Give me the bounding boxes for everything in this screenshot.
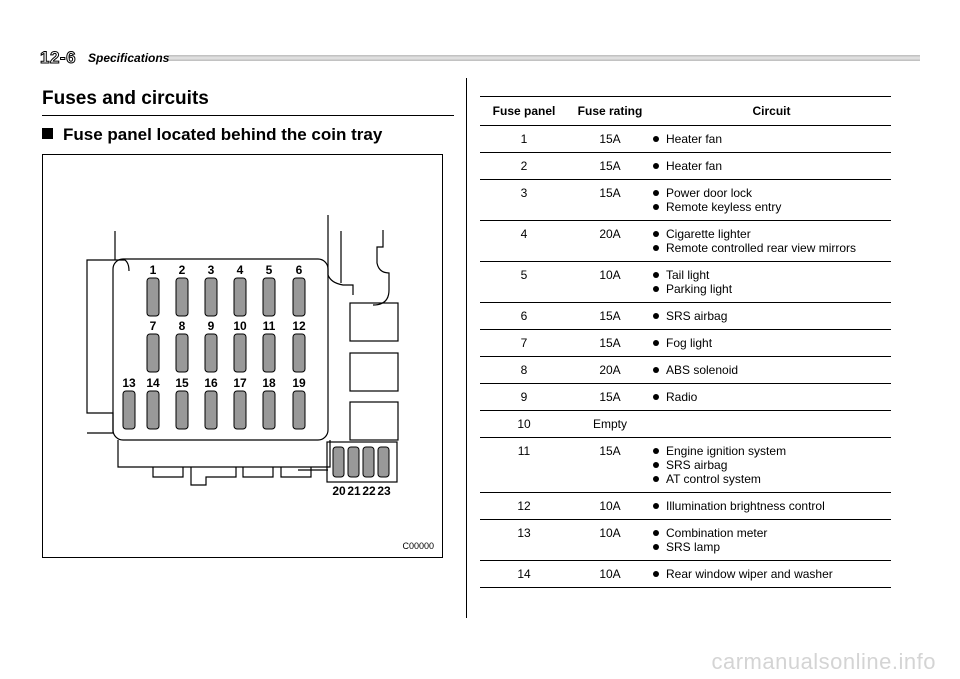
- circuit-list: [652, 438, 891, 493]
- fuse-label: 20: [332, 484, 346, 498]
- column-divider: [466, 78, 467, 618]
- fuse-label: 8: [178, 319, 186, 333]
- fuse-panel-number: 12: [480, 493, 568, 520]
- fuse-panel-number: 2: [480, 153, 568, 180]
- circuit-item: [652, 499, 891, 513]
- fuse-rating: 20A: [568, 221, 652, 262]
- fuse-rating: 10A: [568, 262, 652, 303]
- bullet-icon: [653, 231, 659, 237]
- figure-code: C00000: [402, 541, 434, 551]
- bullet-icon: [653, 544, 659, 550]
- header-fuse-panel: Fuse panel: [480, 97, 568, 126]
- bullet-icon: [653, 190, 659, 196]
- circuit-item: [652, 390, 891, 404]
- fuse-panel-drawing: [43, 155, 444, 559]
- table-row: [480, 520, 891, 561]
- table-row: [480, 384, 891, 411]
- fuse-label: 7: [149, 319, 157, 333]
- fuse-label: 1: [149, 263, 157, 277]
- fuse-label: 13: [122, 376, 136, 390]
- heading-rule: [42, 115, 454, 116]
- circuit-text: Fog light: [666, 336, 713, 350]
- fuse-rating: 10A: [568, 493, 652, 520]
- fuse-label: 17: [233, 376, 247, 390]
- page-number: 12-6: [40, 48, 77, 67]
- circuit-list: [652, 561, 891, 588]
- subheading: [42, 125, 382, 145]
- circuit-list: [652, 126, 891, 153]
- circuit-item: [652, 526, 891, 540]
- circuit-item: [652, 567, 891, 581]
- bullet-icon: [653, 204, 659, 210]
- circuit-text: SRS airbag: [666, 458, 728, 472]
- bullet-icon: [653, 503, 659, 509]
- page-header: [40, 48, 920, 66]
- circuit-item: [652, 458, 891, 472]
- fuse-label: 10: [233, 319, 247, 333]
- section-title: Specifications: [88, 51, 170, 65]
- circuit-text: AT control system: [666, 472, 761, 486]
- table-row: [480, 357, 891, 384]
- circuit-text: Remote keyless entry: [666, 200, 782, 214]
- header-circuit: Circuit: [652, 97, 891, 126]
- circuit-item: [652, 268, 891, 282]
- fuse-label: 19: [292, 376, 306, 390]
- fuse-label: 15: [175, 376, 189, 390]
- circuit-item: [652, 241, 891, 255]
- fuse-label: 22: [362, 484, 376, 498]
- fuse-label: 4: [236, 263, 244, 277]
- circuit-item: [652, 282, 891, 296]
- bullet-icon: [653, 530, 659, 536]
- circuit-item: [652, 444, 891, 458]
- circuit-list: [652, 411, 891, 438]
- fuse-label: 12: [292, 319, 306, 333]
- bullet-icon: [653, 476, 659, 482]
- bullet-icon: [653, 286, 659, 292]
- circuit-list: [652, 357, 891, 384]
- circuit-list: [652, 153, 891, 180]
- subheading-text: Fuse panel located behind the coin tray: [63, 125, 383, 144]
- circuit-item: [652, 336, 891, 350]
- fuse-panel-number: 11: [480, 438, 568, 493]
- fuse-panel-diagram: [42, 154, 443, 558]
- circuit-text: Parking light: [666, 282, 733, 296]
- circuit-text: Cigarette lighter: [666, 227, 751, 241]
- fuse-label: 14: [146, 376, 160, 390]
- circuit-text: Power door lock: [666, 186, 753, 200]
- circuit-item: [652, 309, 891, 323]
- circuit-text: Remote controlled rear view mirrors: [666, 241, 857, 255]
- bullet-icon: [653, 448, 659, 454]
- table-row: [480, 303, 891, 330]
- table-row: [480, 262, 891, 303]
- fuse-rating: 15A: [568, 438, 652, 493]
- circuit-text: Illumination brightness control: [666, 499, 825, 513]
- circuit-list: [652, 493, 891, 520]
- bullet-icon: [653, 313, 659, 319]
- circuit-item: [652, 186, 891, 200]
- header-fuse-rating: Fuse rating: [568, 97, 652, 126]
- fuse-label: 2: [178, 263, 186, 277]
- circuit-text: Heater fan: [666, 132, 723, 146]
- circuit-text: Heater fan: [666, 159, 723, 173]
- fuse-panel-number: 6: [480, 303, 568, 330]
- fuse-panel-number: 3: [480, 180, 568, 221]
- circuit-item: [652, 472, 891, 486]
- bullet-icon: [653, 367, 659, 373]
- circuit-list: [652, 180, 891, 221]
- fuse-rating: 15A: [568, 330, 652, 357]
- circuit-list: [652, 221, 891, 262]
- fuse-rating: 15A: [568, 126, 652, 153]
- circuit-item: [652, 363, 891, 377]
- fuse-panel-number: 13: [480, 520, 568, 561]
- bullet-icon: [653, 394, 659, 400]
- circuit-item: [652, 200, 891, 214]
- circuit-list: [652, 330, 891, 357]
- circuit-list: [652, 520, 891, 561]
- table-row: [480, 126, 891, 153]
- fuse-panel-number: 4: [480, 221, 568, 262]
- fuse-panel-number: 8: [480, 357, 568, 384]
- table-row: [480, 493, 891, 520]
- table-row: [480, 330, 891, 357]
- circuit-text: SRS lamp: [666, 540, 721, 554]
- circuit-item: [652, 159, 891, 173]
- table-row: [480, 438, 891, 493]
- circuit-text: Engine ignition system: [666, 444, 787, 458]
- circuit-text: SRS airbag: [666, 309, 728, 323]
- circuit-item: [652, 132, 891, 146]
- fuse-rating: 10A: [568, 520, 652, 561]
- fuse-label: 6: [295, 263, 303, 277]
- circuit-text: Radio: [666, 390, 698, 404]
- page-heading: Fuses and circuits: [42, 88, 209, 109]
- bullet-icon: [653, 462, 659, 468]
- fuse-label: 23: [377, 484, 391, 498]
- fuse-label: 21: [347, 484, 361, 498]
- bullet-icon: [653, 245, 659, 251]
- circuit-text: Tail light: [666, 268, 710, 282]
- fuse-label: 9: [207, 319, 215, 333]
- fuse-panel-number: 5: [480, 262, 568, 303]
- circuit-list: [652, 262, 891, 303]
- fuse-table: [480, 96, 891, 588]
- circuit-list: [652, 303, 891, 330]
- bullet-icon: [653, 163, 659, 169]
- fuse-label: 18: [262, 376, 276, 390]
- fuse-rating: 15A: [568, 153, 652, 180]
- fuse-panel-number: 14: [480, 561, 568, 588]
- bullet-icon: [653, 340, 659, 346]
- circuit-text: Rear window wiper and washer: [666, 567, 833, 581]
- fuse-rating: 20A: [568, 357, 652, 384]
- fuse-panel-number: 1: [480, 126, 568, 153]
- table-row: [480, 411, 891, 438]
- fuse-rating: 15A: [568, 303, 652, 330]
- fuse-rating: 10A: [568, 561, 652, 588]
- fuse-label: 3: [207, 263, 215, 277]
- table-row: [480, 180, 891, 221]
- square-bullet-icon: [42, 128, 53, 139]
- header-rule: [168, 55, 920, 61]
- circuit-item: [652, 227, 891, 241]
- bullet-icon: [653, 272, 659, 278]
- fuse-panel-number: 7: [480, 330, 568, 357]
- table-row: [480, 221, 891, 262]
- fuse-panel-number: 10: [480, 411, 568, 438]
- table-row: [480, 153, 891, 180]
- bullet-icon: [653, 136, 659, 142]
- fuse-label: 5: [265, 263, 273, 277]
- circuit-list: [652, 384, 891, 411]
- circuit-item: [652, 540, 891, 554]
- fuse-rating: Empty: [568, 411, 652, 438]
- fuse-label: 16: [204, 376, 218, 390]
- circuit-text: ABS solenoid: [666, 363, 739, 377]
- watermark: carmanualsonline.info: [711, 649, 936, 674]
- fuse-panel-number: 9: [480, 384, 568, 411]
- table-header-row: [480, 97, 891, 126]
- fuse-rating: 15A: [568, 384, 652, 411]
- bullet-icon: [653, 571, 659, 577]
- circuit-text: Combination meter: [666, 526, 768, 540]
- table-row: [480, 561, 891, 588]
- fuse-rating: 15A: [568, 180, 652, 221]
- fuse-label: 11: [262, 319, 276, 333]
